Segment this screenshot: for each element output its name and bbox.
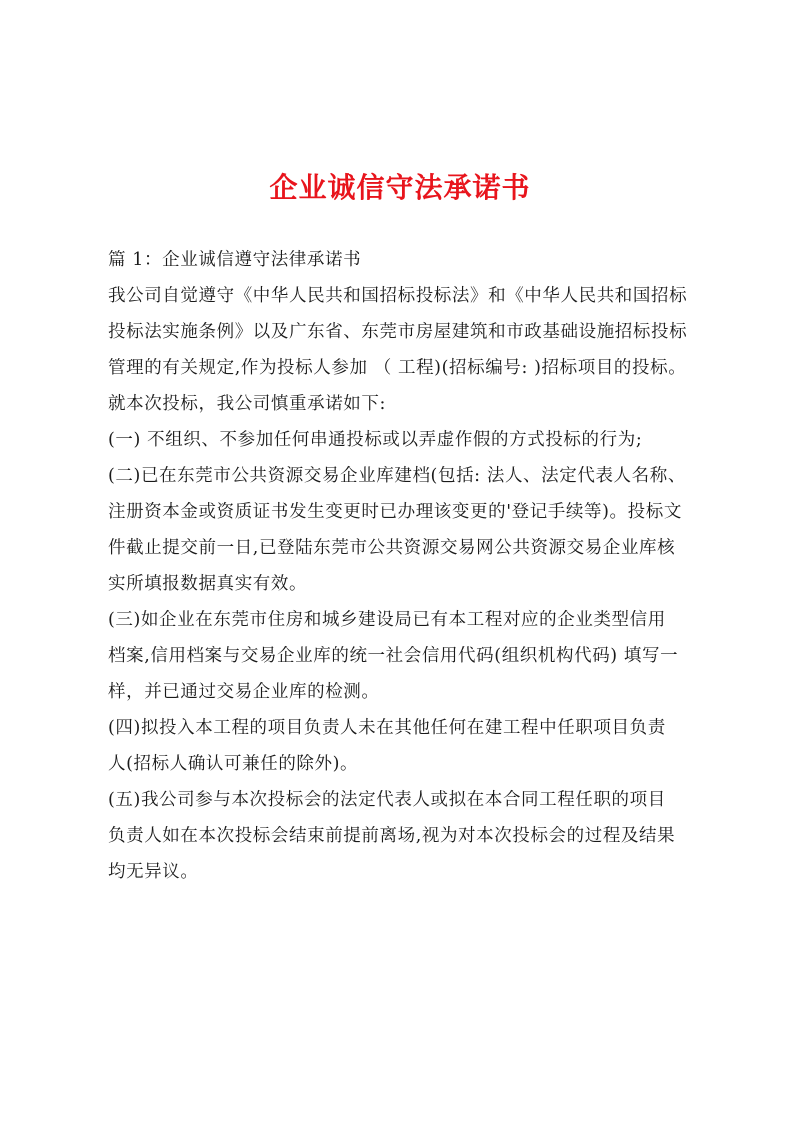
paragraph-line: 管理的有关规定,作为投标人参加 （ 工程)(招标编号: )招标项目的投标。: [108, 358, 687, 378]
document-title: 企业诚信守法承诺书: [269, 171, 531, 204]
document-body: [108, 242, 700, 890]
paragraph-line: 投标法实施条例》以及广东省、东莞市房屋建筑和市政基础设施招标投标: [108, 322, 688, 342]
section-heading: 篇 1：企业诚信遵守法律承诺书: [108, 250, 362, 270]
paragraph-line: 我公司自觉遵守《中华人民共和国招标投标法》和《中华人民共和国招标: [108, 286, 688, 306]
commitment-item-5: (五)我公司参与本次投标会的法定代表人或拟在本合同工程任职的项目: [108, 790, 666, 810]
commitment-item-1: (一) 不组织、不参加任何串通投标或以弄虚作假的方式投标的行为;: [108, 430, 643, 450]
commitment-item-3: (三)如企业在东莞市住房和城乡建设局已有本工程对应的企业类型信用: [108, 610, 666, 630]
paragraph-line: 人(招标人确认可兼任的除外)。: [108, 754, 359, 774]
paragraph-line: 实所填报数据真实有效。: [108, 574, 308, 594]
commitment-item-4: (四)拟投入本工程的项目负责人未在其他任何在建工程中任职项目负责: [108, 718, 666, 738]
commitment-item-2: (二)已在东莞市公共资源交易企业库建档(包括: 法人、法定代表人名称、: [108, 466, 686, 486]
paragraph-line: 就本次投标，我公司慎重承诺如下:: [108, 394, 386, 414]
paragraph-line: 负责人如在本次投标会结束前提前离场,视为对本次投标会的过程及结果: [108, 826, 676, 846]
paragraph-line: 注册资本金或资质证书发生变更时已办理该变更的'登记手续等)。投标文: [108, 502, 682, 522]
paragraph-line: 件截止提交前一日,已登陆东莞市公共资源交易网公共资源交易企业库核: [108, 538, 676, 558]
paragraph-line: 均无异议。: [108, 862, 199, 882]
paragraph-line: 档案,信用档案与交易企业库的统一社会信用代码(组织机构代码) 填写一: [108, 646, 679, 666]
paragraph-line: 样，并已通过交易企业库的检测。: [108, 682, 380, 702]
